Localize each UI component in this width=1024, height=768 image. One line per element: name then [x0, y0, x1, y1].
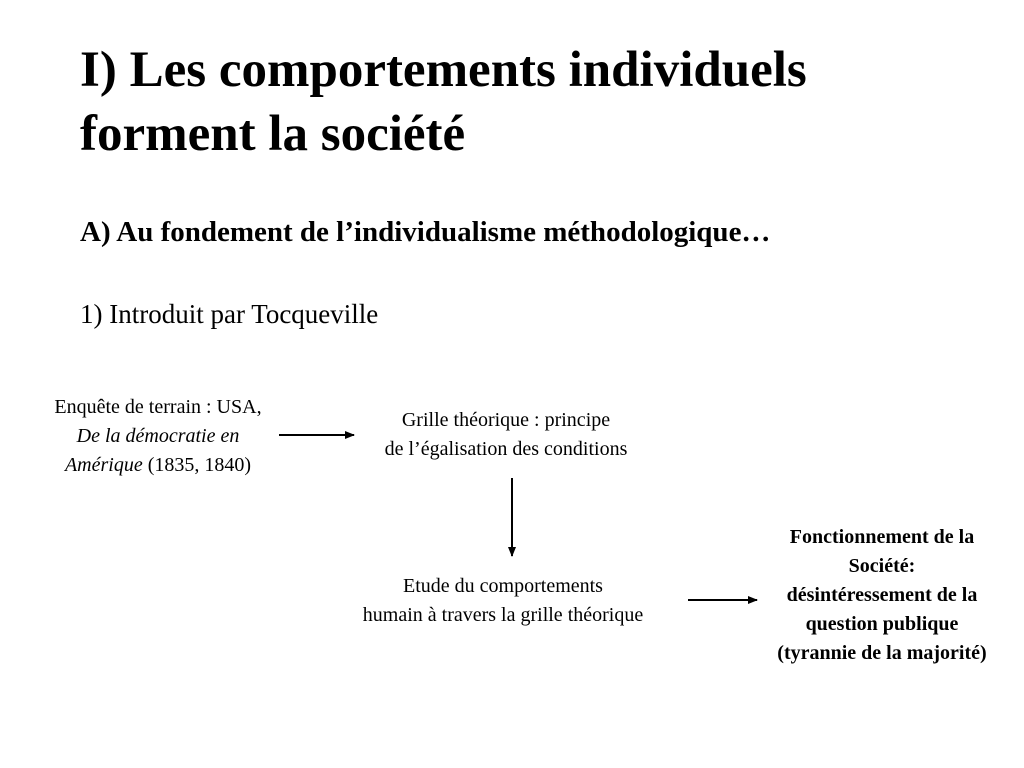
node-grille-theorique — [350, 406, 662, 464]
node-enquete-terrain — [20, 393, 296, 480]
slide-title — [80, 38, 980, 166]
node-enquete-book-title-part-1: De la démocratie en — [76, 425, 240, 447]
node-fonctionnement-line-3: désintéressement de la — [786, 584, 978, 606]
node-etude-comportements — [330, 572, 676, 630]
node-enquete-line-3 — [20, 451, 296, 480]
node-fonctionnement-line-5: (tyrannie de la majorité) — [777, 642, 987, 664]
node-fonctionnement-line-1: Fonctionnement de la — [789, 526, 975, 548]
section-subtitle: A) Au fondement de l’individualisme méthodologique… — [80, 216, 771, 248]
slide-title-line-1: I) Les comportements individuels — [80, 42, 807, 98]
node-fonctionnement-line-2: Société: — [848, 555, 916, 577]
node-etude-line-2: humain à travers la grille théorique — [362, 604, 644, 626]
node-etude-line-1: Etude du comportements — [403, 575, 603, 597]
node-fonctionnement-societe — [748, 523, 1016, 668]
node-grille-line-1: Grille théorique : principe — [401, 409, 611, 431]
node-fonctionnement-line-4: question publique — [805, 613, 959, 635]
section-point: 1) Introduit par Tocqueville — [80, 299, 379, 329]
node-grille-line-2: de l’égalisation des conditions — [384, 438, 628, 460]
node-enquete-line-2 — [20, 422, 296, 451]
node-enquete-book-title-part-2: Amérique — [64, 454, 143, 476]
node-enquete-dates: (1835, 1840) — [142, 454, 252, 476]
slide-title-line-2: forment la société — [80, 106, 466, 162]
node-enquete-line-1: Enquête de terrain : USA, — [54, 396, 262, 418]
